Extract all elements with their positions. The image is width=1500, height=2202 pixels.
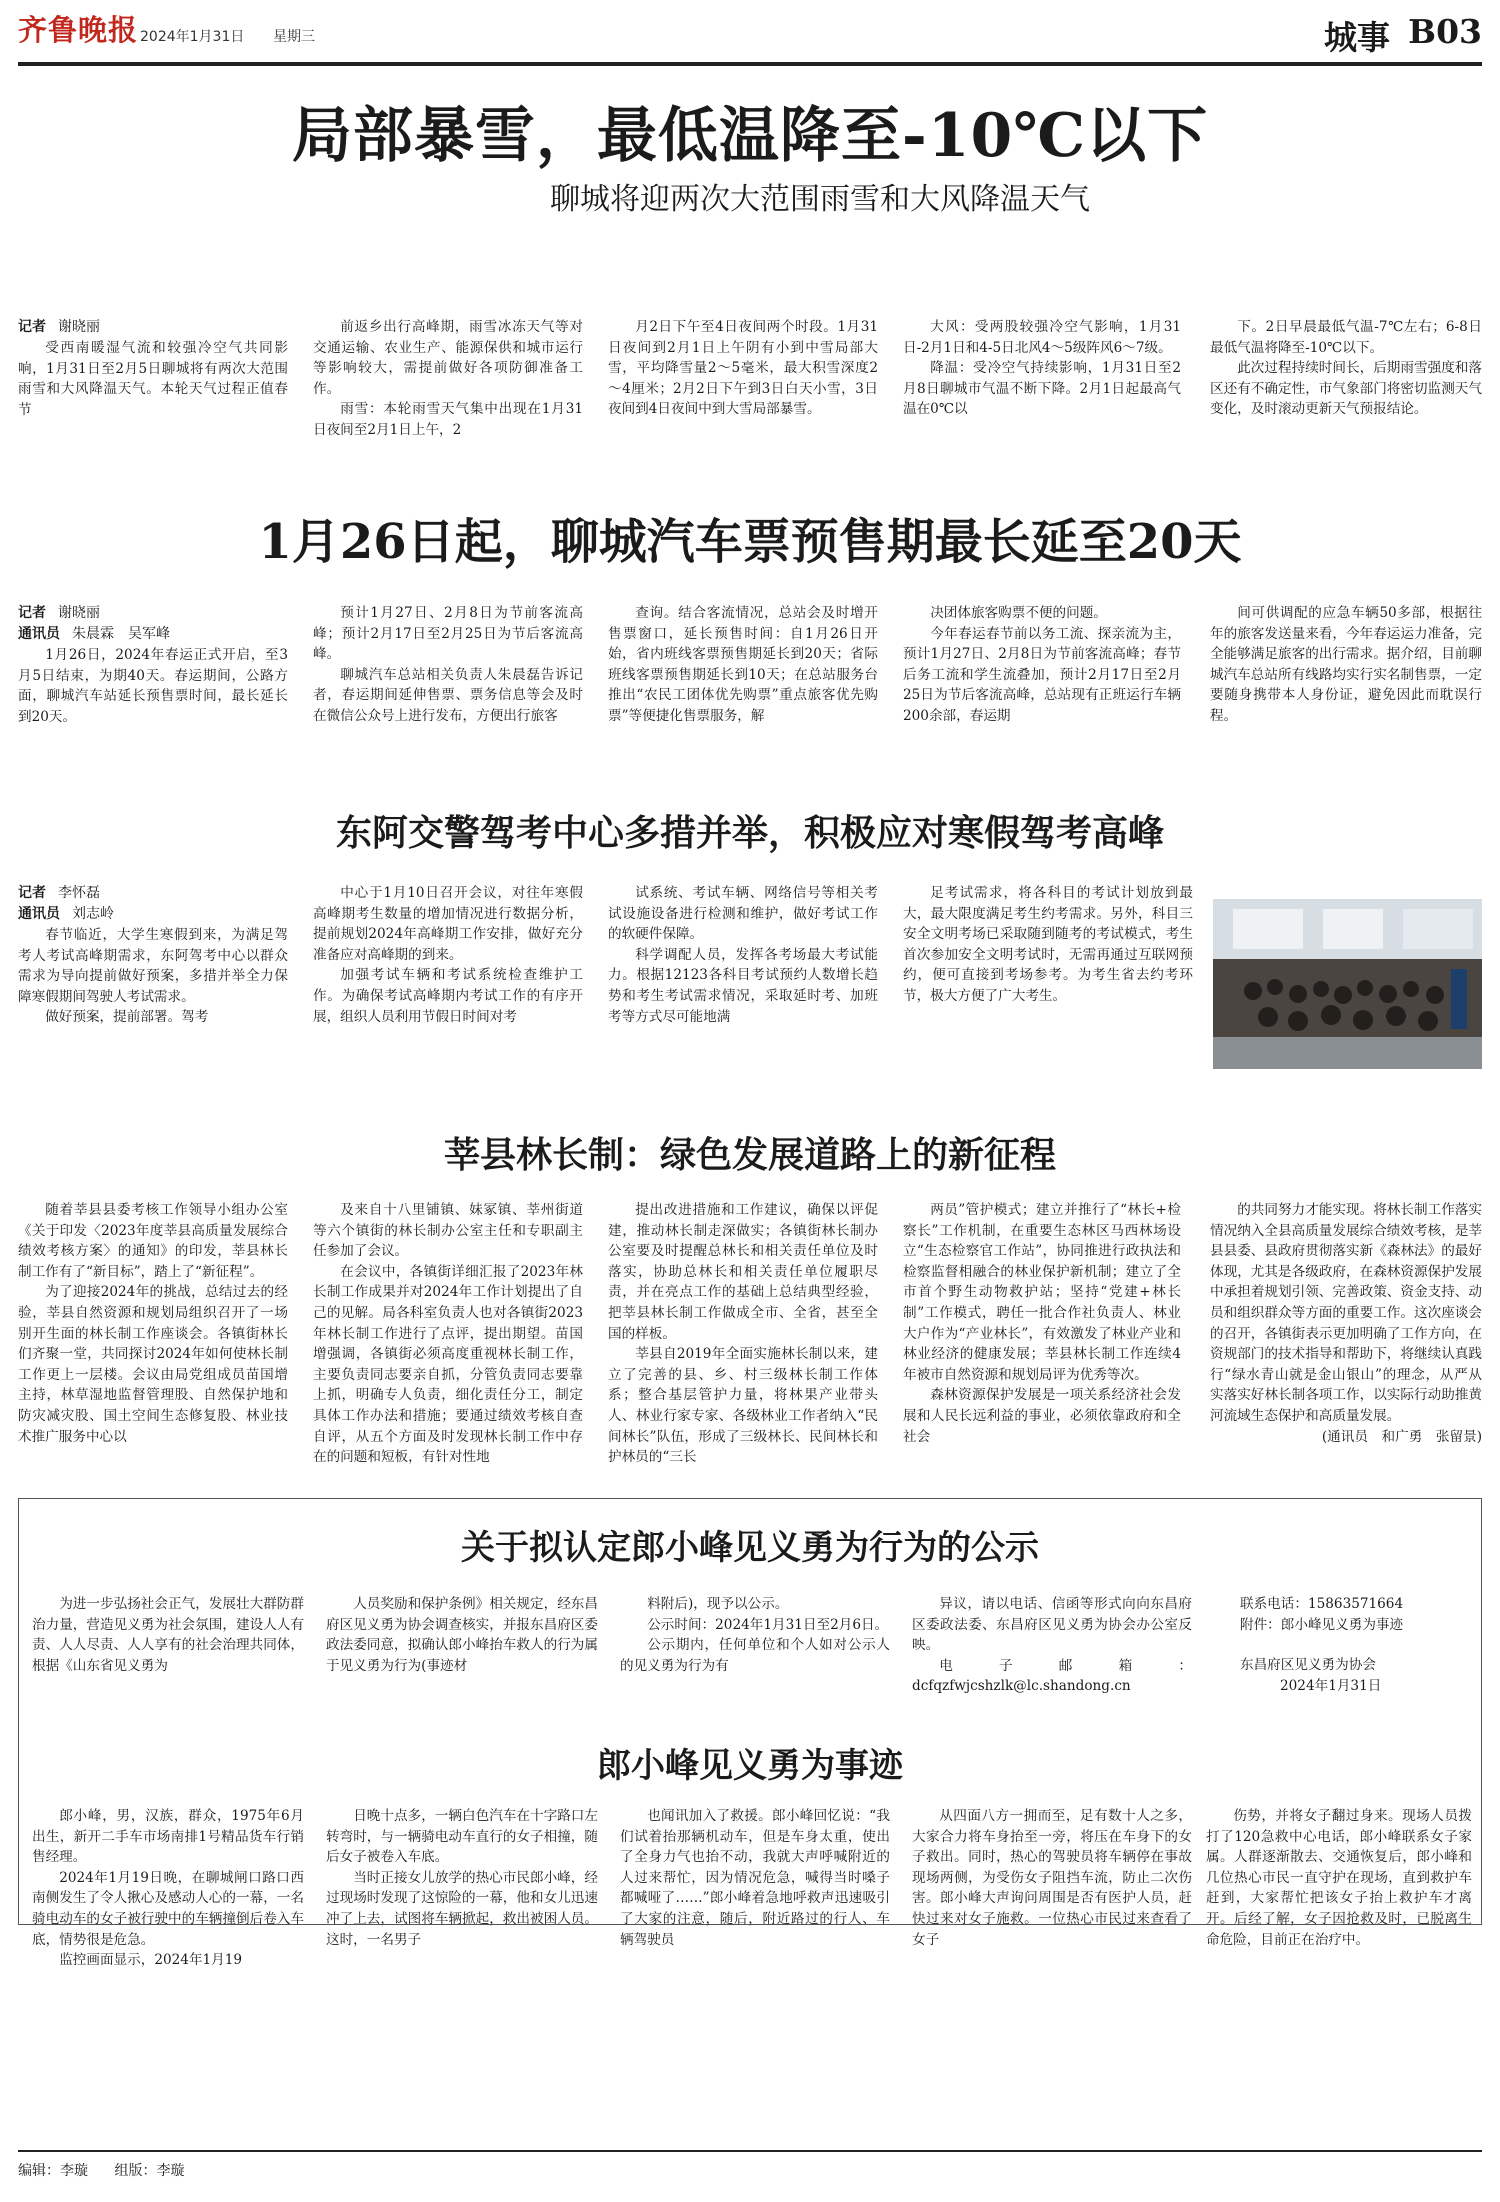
notice-column-5	[1240, 1594, 1470, 1714]
page-header	[18, 8, 1482, 66]
designer-name: 李璇	[156, 2163, 185, 2179]
paragraph: 科学调配人员，发挥各考场最大考试能力。根据12123各科目考试预约人数增长趋势和考生考试需求情况，采取延时考、加班考等方式尽可能地满	[608, 946, 878, 1025]
notice-column-2	[326, 1594, 598, 1714]
deeds-column-3	[620, 1806, 890, 1948]
article4-column-3	[608, 1200, 878, 1472]
paragraph: 公示时间：2024年1月31日至2月6日。	[647, 1616, 889, 1633]
article2-headline: 1月26日起，聊城汽车票预售期最长延至20天	[258, 514, 1242, 570]
notice-column-4	[912, 1594, 1192, 1714]
paragraph: 日晚十点多，一辆白色汽车在十字路口左转弯时，与一辆骑电动车直行的女子相撞，随后女子被卷入车底。	[326, 1808, 598, 1866]
exam-hall-photo	[1213, 899, 1482, 1069]
article2-column-1	[18, 603, 288, 773]
notice-contact: 联系电话：15863571664	[1240, 1596, 1404, 1612]
article1-column-2	[313, 317, 583, 473]
article4-headline: 莘县林长制：绿色发展道路上的新征程	[443, 1134, 1056, 1176]
paragraph: 电子邮箱：dcfqzfwjcshzlk@lc.shandong.cn	[912, 1657, 1192, 1695]
editor-label: 编辑：	[18, 2163, 60, 2179]
paragraph: 足考试需求，将各科目的考试计划放到最大，最大限度满足考生约考需求。另外，科目三安全文明考场已采取随到随考的考试模式，考生首次参加安全文明考试时，无需再通过互联网预约，便可直接到考场参考。为考生省去约考环节，极大方便了广大考生。	[903, 885, 1193, 1004]
paragraph: 雨雪：本轮雨雪天气集中出现在1月31日夜间至2月1日上午，2	[313, 401, 583, 438]
article1-byline: 记者 谢晓丽	[18, 319, 100, 335]
paragraph: 郎小峰，男，汉族，群众，1975年6月出生，新开二手车市场南排1号精品货车行销售经理。	[32, 1808, 304, 1866]
notice-column-1	[32, 1594, 304, 1714]
deeds-column-5	[1206, 1806, 1472, 1948]
paragraph: 人员奖励和保护条例》相关规定，经东昌府区见义勇为协会调查核实，并报东昌府区委政法委同意，拟确认郎小峰抬车救人的行为属于见义勇为行为(事迹材	[326, 1596, 598, 1674]
paragraph: 随着莘县县委考核工作领导小组办公室《关于印发〈2023年度莘县高质量发展综合绩效考核方案〉的通知》的印发，莘县林长制工作有了“新目标”，踏上了“新征程”。	[18, 1202, 288, 1280]
paragraph: 公示期内，任何单位和个人如对公示人的见义勇为行为有	[620, 1637, 890, 1674]
section-name: 城事	[1324, 18, 1390, 57]
paragraph: 为进一步弘扬社会正气，发展壮大群防群治力量，营造见义勇为社会氛围，建设人人有责、人人尽责、人人享有的社会治理共同体，根据《山东省见义勇为	[32, 1596, 304, 1674]
article4-column-4	[903, 1200, 1181, 1472]
paragraph: 聊城汽车总站相关负责人朱晨磊告诉记者，春运期间延伸售票、票务信息等会及时在微信公众号上进行发布，方便出行旅客	[313, 666, 583, 724]
paragraph: 此次过程持续时间长，后期雨雪强度和落区还有不确定性，市气象部门将密切监测天气变化，及时滚动更新天气预报结论。	[1210, 360, 1482, 418]
paragraph: 查询。结合客流情况，总站会及时增开售票窗口，延长预售时间：自1月26日开始，省内班线客票预售期延长到20天；省际班线客票预售期延长到10天；在总站服务台推出“农民工团体优先购票”重点旅客优先购票”等便捷化售票服务，解	[608, 605, 878, 724]
paragraph: 提出改进措施和工作建议，确保以评促建，推动林长制走深做实；各镇街林长制办公室要及时提醒总林长和相关责任单位及时落实，协助总林长和相关责任单位履职尽责，并在亮点工作的基础上总结典型经验，把莘县林长制工作做成全市、全省，甚至全国的样板。	[608, 1202, 878, 1342]
article1-column-3	[608, 317, 878, 473]
article2-byline: 记者 谢晓丽	[18, 605, 100, 621]
article3-byline-correspondent: 通讯员 刘志岭	[18, 906, 114, 922]
article2-column-5	[1210, 603, 1482, 773]
paragraph: 也闻讯加入了救援。郎小峰回忆说：“我们试着抬那辆机动车，但是车身太重，使出了全身力气也抬不动，我就大声呼喊附近的人过来帮忙，因为情况危急，喊得当时嗓子都喊哑了……”郎小峰着急地呼救声迅速吸引了大家的注意，随后，附近路过的行人、车辆驾驶员	[620, 1808, 890, 1948]
notice-column-3	[620, 1594, 890, 1714]
paragraph: 中心于1月10日召开会议，对往年寒假高峰期考生数量的增加情况进行数据分析，提前规划2024年高峰期工作安排，做好充分准备应对高峰期的到来。	[313, 885, 583, 963]
article3-byline: 记者 李怀磊	[18, 885, 100, 901]
article2-column-3	[608, 603, 878, 773]
article4-column-2	[313, 1200, 583, 1472]
article4-column-5	[1210, 1200, 1482, 1472]
paragraph: 两员”管护模式；建立并推行了“林长+检察长”工作机制，在重要生态林区马西林场设立“生态检察官工作站”，协同推进行政执法和检察监督相融合的林业保护新机制；建立了全市首个野生动物救护站；坚持“党建+林长制”工作模式，聘任一批合作社负责人、林业大户作为“产业林长”，有效激发了林业产业和林业经济的健康发展；莘县林长制工作连续4年被市自然资源和规划局评为优秀等次。	[903, 1202, 1181, 1383]
paragraph: 间可供调配的应急车辆50多部，根据往年的旅客发送量来看，今年春运运力准备，完全能够满足旅客的出行需求。据介绍，目前聊城汽车总站所有线路均实行实名制售票，一定要随身携带本人身份证，避免因此而耽误行程。	[1210, 605, 1482, 724]
paragraph: 及来自十八里铺镇、妹冢镇、莘州街道等六个镇街的林长制办公室主任和专职副主任参加了会议。	[313, 1202, 583, 1260]
paragraph: 伤势，并将女子翻过身来。现场人员拨打了120急救中心电话，郎小峰联系女子家属。人群逐渐散去、交通恢复后，郎小峰和几位热心市民一直守护在现场，直到救护车赶到，大家帮忙把该女子抬上救护车才离开。后经了解，女子因抢救及时，已脱离生命危险，目前正在治疗中。	[1206, 1808, 1472, 1948]
paragraph: 今年春运春节前以务工流、探亲流为主，预计1月27日、2月8日为节前客流高峰；春节后务工流和学生流叠加，预计2月17日至2月25日为节后客流高峰，总站现有正班运行车辆200余部，春运期	[903, 625, 1181, 724]
article3-column-3	[608, 883, 878, 1071]
paragraph: 当时正接女儿放学的热心市民郎小峰，经过现场时发现了这惊险的一幕，他和女儿迅速冲了上去，试图将车辆掀起，救出被困人员。这时，一名男子	[326, 1869, 598, 1948]
designer-label: 组版：	[114, 2163, 157, 2179]
article2-byline-correspondent: 通讯员 朱晨霖 吴军峰	[18, 626, 170, 642]
paragraph: 料附后)，现予以公示。	[647, 1596, 789, 1612]
paragraph: 1月26日，2024年春运正式开启，至3月5日结束，为期40天。春运期间，公路方面，聊城汽车站延长预售票时间，最长延长到20天。	[18, 647, 288, 725]
deeds-headline: 郎小峰见义勇为事迹	[597, 1746, 903, 1786]
paragraph: 受西南暖湿气流和较强冷空气共同影响，1月31日至2月5日聊城将有两次大范围雨雪和大风降温天气。本轮天气过程正值春节	[18, 340, 288, 418]
paragraph: 莘县自2019年全面实施林长制以来，建立了完善的县、乡、村三级林长制工作体系；整合基层管护力量，将林果产业带头人、林业行家专家、各级林业工作者纳入“民间林长”队伍，形成了三级林长、民间林长和护林员的“三长	[608, 1346, 878, 1466]
paragraph: 前返乡出行高峰期，雨雪冰冻天气等对交通运输、农业生产、能源保供和城市运行等影响较大，需提前做好各项防御准备工作。	[313, 319, 583, 397]
article3-column-1	[18, 883, 288, 1071]
article1-column-5	[1210, 317, 1482, 473]
waiting-crowd-illustration	[1213, 899, 1482, 1069]
paragraph: 试系统、考试车辆、网络信号等相关考试设施设备进行检测和维护，做好考试工作的软硬件保障。	[608, 885, 878, 943]
paragraph: 为了迎接2024年的挑战，总结过去的经验，莘县自然资源和规划局组织召开了一场别开生面的林长制工作座谈会。各镇街林长们齐聚一堂，共同探讨2024年如何使林长制工作更上一层楼。会议由局党组成员苗国增主持，林草湿地监督管理股、自然保护地和防灾减灾股、国土空间生态修复股、林业技术推广服务中心以	[18, 1284, 288, 1445]
article4-credit: (通讯员 和广勇 张留景)	[1321, 1428, 1482, 1445]
masthead-logo: 齐鲁晚报	[18, 13, 139, 47]
notice-attachment: 附件：郎小峰见义勇为事迹	[1240, 1616, 1404, 1633]
article1-column-1	[18, 317, 288, 473]
paragraph: 监控画面显示，2024年1月19	[59, 1952, 243, 1969]
article3-column-2	[313, 883, 583, 1071]
article2-column-2	[313, 603, 583, 773]
deeds-column-4	[912, 1806, 1192, 1948]
paragraph: 在会议中，各镇街详细汇报了2023年林长制工作成果并对2024年工作计划提出了自己的见解。局各科室负责人也对各镇街2023年林长制工作进行了点评，提出期望。苗国增强调，各镇街必须高度重视林长制工作，主要负责同志要亲自抓，分管负责同志要靠上抓，明确专人负责，细化责任分工，制定具体工作办法和措施；要通过绩效考核自查自评，从五个方面及时发现林长制工作中存在的问题和短板，有针对性地	[313, 1263, 583, 1466]
article1-subheadline: 聊城将迎两次大范围雨雪和大风降温天气	[550, 182, 1090, 217]
paragraph: 下。2日早晨最低气温-7℃左右；6-8日最低气温将降至-10℃以下。	[1210, 319, 1482, 356]
article1-column-4	[903, 317, 1181, 473]
paragraph: 加强考试车辆和考试系统检查维护工作。为确保考试高峰期内考试工作的有序开展，组织人员利用节假日时间对考	[313, 967, 583, 1025]
article2-column-4	[903, 603, 1181, 773]
paragraph: 的共同努力才能实现。将林长制工作落实情况纳入全县高质量发展综合绩效考核，是莘县县委、县政府贯彻落实新《森林法》的最好体现，尤其是各级政府，在森林资源保护发展中承担着规划引领、完善政策、资金支持、动员和组织群众等方面的重要工作。这次座谈会的召开，各镇街表示更加明确了工作方向，在资规部门的技术指导和帮助下，将继续认真践行“绿水青山就是金山银山”的理念，从严从实落实好林长制各项工作，以实际行动助推黄河流域生态保护和高质量发展。	[1210, 1202, 1482, 1424]
page-footer	[18, 2150, 1482, 2190]
issue-date: 2024年1月31日	[140, 29, 245, 45]
paragraph: 降温：受冷空气持续影响，1月31日至2月8日聊城市气温不断下降。2月1日起最高气温在0℃以	[903, 360, 1181, 418]
deeds-column-1	[32, 1806, 304, 1969]
notice-date: 2024年1月31日	[1280, 1677, 1382, 1694]
article3-headline: 东阿交警驾考中心多措并举，积极应对寒假驾考高峰	[335, 812, 1164, 854]
article1-headline: 局部暴雪，最低温降至-10℃以下	[291, 101, 1209, 171]
paragraph: 森林资源保护发展是一项关系经济社会发展和人民长远利益的事业，必须依靠政府和全社会	[903, 1387, 1181, 1445]
article3-column-4	[903, 883, 1193, 1071]
article4-column-1	[18, 1200, 288, 1472]
paragraph: 从四面八方一拥而至，足有数十人之多，大家合力将车身抬至一旁，将压在车身下的女子救出。同时，热心的驾驶员将车辆停在事故现场两侧，为受伤女子阻挡车流，防止二次伤害。郎小峰大声询问周围是否有医护人员，赶快过来对女子施救。一位热心市民过来查看了女子	[912, 1808, 1192, 1948]
paragraph: 决团体旅客购票不便的问题。	[930, 605, 1107, 621]
paragraph: 春节临近，大学生寒假到来，为满足驾考人考试高峰期需求，东阿驾考中心以群众需求为导向提前做好预案，多措并举全力保障寒假期间驾驶人考试需求。	[18, 927, 288, 1005]
paragraph: 做好预案，提前部署。驾考	[45, 1009, 209, 1026]
notice-headline: 关于拟认定郎小峰见义勇为行为的公示	[461, 1528, 1039, 1568]
article1-col1-text	[18, 338, 288, 420]
paragraph: 异议，请以电话、信函等形式向向东昌府区委政法委、东昌府区见义勇为协会办公室反映。	[912, 1596, 1192, 1654]
paragraph: 月2日下午至4日夜间两个时段。1月31日夜间到2月1日上午阴有小到中雪局部大雪，平均降雪量2～5毫米，最大积雪深度2～4厘米；2月2日下午到3日白天小雪，3日夜间到4日夜间中到大雪局部暴雪。	[608, 319, 878, 418]
paragraph: 大风：受两股较强冷空气影响，1月31日-2月1日和4-5日北风4～5级阵风6～7级。	[903, 319, 1181, 356]
editor-name: 李璇	[60, 2163, 88, 2179]
paragraph: 预计1月27日、2月8日为节前客流高峰；预计2月17日至2月25日为节后客流高峰。	[313, 605, 583, 663]
paragraph: 2024年1月19日晚，在聊城闸口路口西南侧发生了令人揪心及感动人心的一幕，一名骑电动车的女子被行驶中的车辆撞倒后卷入车底，情势很是危急。	[32, 1869, 304, 1948]
deeds-column-2	[326, 1806, 598, 1948]
notice-issuer: 东昌府区见义勇为协会	[1240, 1657, 1376, 1674]
issue-weekday: 星期三	[273, 29, 315, 45]
page-number: B03	[1408, 12, 1482, 51]
